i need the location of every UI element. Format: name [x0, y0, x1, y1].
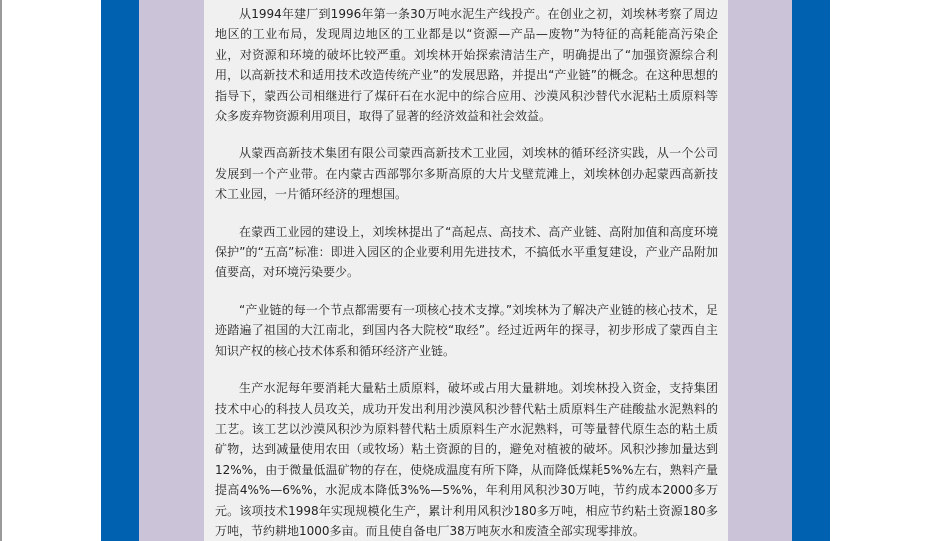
- article-content-panel: [204, 0, 728, 541]
- window-left-border: [0, 0, 2, 541]
- article-paragraph-1: 从1994年建厂到1996年第一条30万吨水泥生产线投产。在创业之初，刘埃林考察了周边地区的工业布局，发现周边地区的工业都是以“资源—产品—废物”为特征的高耗能高污染企业，对资源和环境的破坏比较严重。刘埃林开始探索清洁生产，明确提出了“加强资源综合利用，以高新技术和适用技术改造传统产业”的发展思路，并提出“产业链”的概念。在这种思想的指导下，蒙西公司相继进行了煤矸石在水泥中的综合应用、沙漠风积沙替代水泥粘土质原料等众多废弃物资源利用项目，取得了显著的经济效益和社会效益。: [215, 7, 718, 124]
- article-paragraph-5: 生产水泥每年要消耗大量粘土质原料，破坏或占用大量耕地。刘埃林投入资金，支持集团技术中心的科技人员攻关，成功开发出利用沙漠风积沙替代粘土质原料生产硅酸盐水泥熟料的工艺。该工艺以沙漠风积沙为原料替代粘土质原料生产水泥熟料，可等量替代原生态的粘土质矿物，达到减量使用农田（或牧场）粘土资源的目的，避免对植被的破坏。风积沙掺加量达到12%%，由于微量低温矿物的存在，使烧成温度有所下降，从而降低煤耗5%%左右，熟料产量提高4%%—6%%，水泥成本降低3%%—5%%，年利用风积沙30万吨，节约成本2000多万元。该项技术1998年实现规模化生产，累计利用风积沙180多万吨，相应节约粘土资源180多万吨，节约耕地1000多亩。而且使自备电厂38万吨灰水和废渣全部实现零排放。: [215, 381, 718, 538]
- article-paragraph-2: 从蒙西高新技术集团有限公司蒙西高新技术工业园，刘埃林的循环经济实践，从一个公司发展到一个产业带。在内蒙古西部鄂尔多斯高原的大片戈壁荒滩上，刘埃林创办起蒙西高新技术工业园，一片循环经济的理想国。: [215, 146, 718, 202]
- article-body: [215, 4, 718, 541]
- article-paragraph-4: “产业链的每一个节点都需要有一项核心技术支撑。”刘埃林为了解决产业链的核心技术，足迹踏遍了祖国的大江南北，到国内各大院校“取经”。经过近两年的探寻，初步形成了蒙西自主知识产权的核心技术体系和循环经济产业链。: [215, 302, 718, 358]
- article-paragraph-3: 在蒙西工业园的建设上，刘埃林提出了“高起点、高技术、高产业链、高附加值和高度环境保护”的“五高”标准：即进入园区的企业要利用先进技术，不搞低水平重复建设，产业产品附加值要高，对环境污染要少。: [215, 224, 718, 280]
